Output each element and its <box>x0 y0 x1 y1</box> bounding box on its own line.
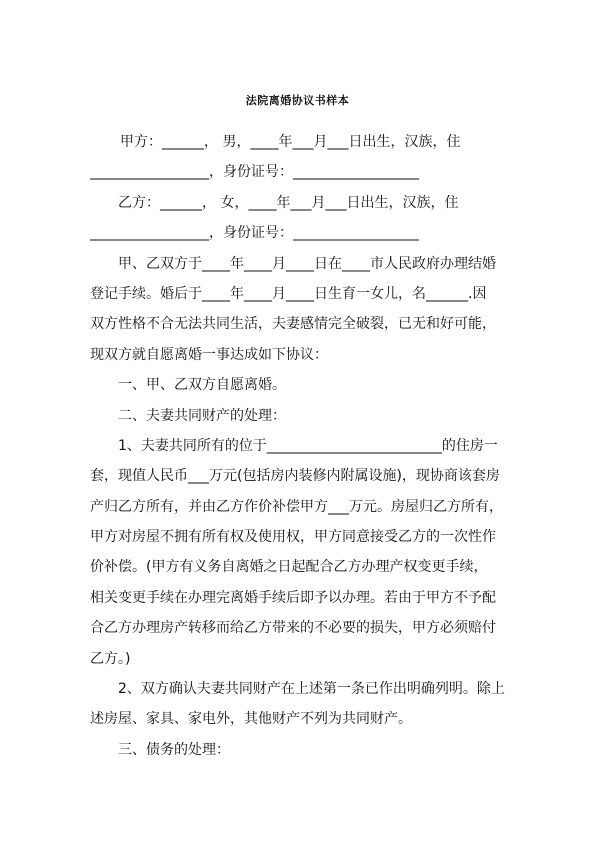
clause-2-1-line-4: 甲方对房屋不拥有所有权及使用权，甲方同意接受乙方的一次性作 <box>90 529 496 546</box>
clause-2-1-line-5: 价补偿。(甲方有义务自离婚之日起配合乙方办理产权变更手续， <box>90 559 488 576</box>
clause-2-1-line-1: 1、夫妻共同所有的位于_________________________的住房一 <box>118 437 498 454</box>
clause-2-1-line-2: 套，现值人民币___万元(包括房内装修内附属设施)，现协商该套房 <box>90 468 500 485</box>
clause-2-1-line-8: 乙方。) <box>90 650 131 667</box>
clause-2-1-line-3: 产归乙方所有，并由乙方作价补偿甲方___万元。房屋归乙方所有， <box>90 498 503 515</box>
party-b-line-2: _________________，身份证号：__________________ <box>90 225 419 242</box>
party-a-line-1: 甲方：______， 男，____年___月___日出生，汉族，住 <box>120 134 461 150</box>
document-title: 法院离婚协议书样本 <box>245 94 350 107</box>
clause-2-2-line-1: 2、双方确认夫妻共同财产在上述第一条已作出明确列明。除上 <box>118 681 505 698</box>
clause-3-heading: 三、债务的处理： <box>118 741 230 758</box>
preamble-line-2: 登记手续。婚后于____年____月____日生育一女儿，名______.因 <box>90 285 487 302</box>
party-b-line-1: 乙方：______， 女，____年___月___日出生，汉族，住 <box>118 194 459 211</box>
preamble-line-4: 现双方就自愿离婚一事达成如下协议： <box>90 346 328 363</box>
clause-2-1-line-7: 合乙方办理房产转移而给乙方带来的不必要的损失，甲方必须赔付 <box>90 620 496 637</box>
document-body <box>90 127 512 765</box>
clause-2-heading: 二、夫妻共同财产的处理： <box>118 407 286 424</box>
preamble-line-1: 甲、乙双方于____年____月____日在____市人民政府办理结婚 <box>118 255 496 272</box>
party-a-line-2: _________________，身份证号：__________________ <box>90 164 419 181</box>
clause-2-1-line-6: 相关变更手续在办理完离婚手续后即予以办理。若由于甲方不予配 <box>90 589 496 606</box>
clause-1: 一、甲、乙双方自愿离婚。 <box>118 377 286 394</box>
clause-2-2-line-2: 述房屋、家具、家电外，其他财产不列为共同财产。 <box>90 711 412 728</box>
preamble-line-3: 双方性格不合无法共同生活，夫妻感情完全破裂，已无和好可能， <box>90 316 496 333</box>
